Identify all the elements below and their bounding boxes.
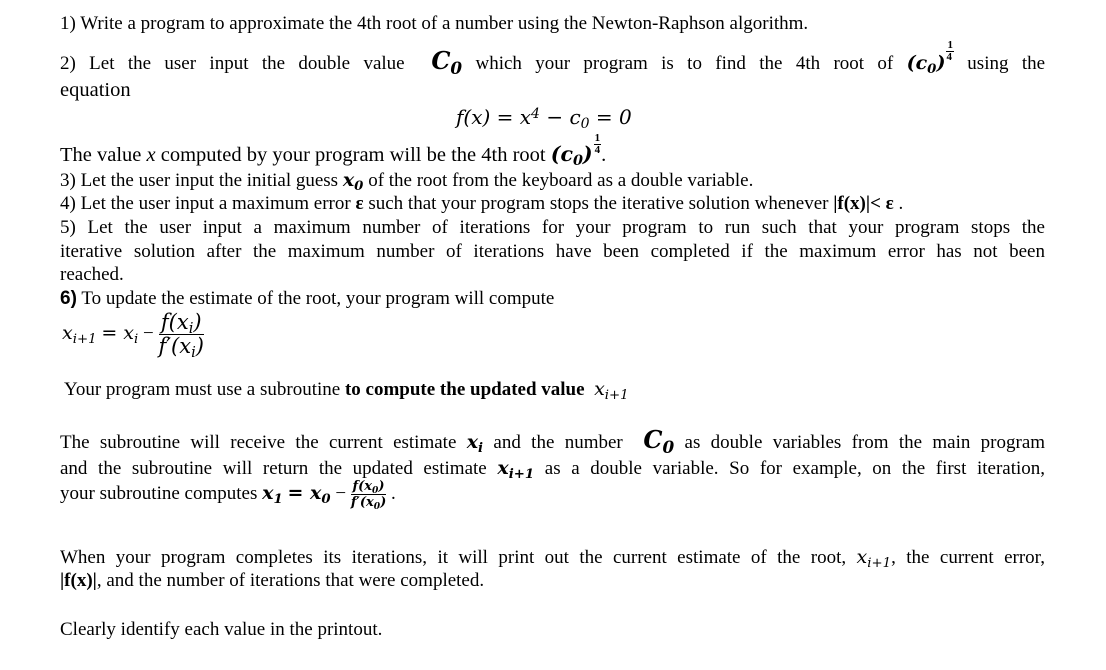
newton-raphson-formula: xi+1 = xi − $\frac{f(xi)}{f'(xi)}$ (62, 310, 204, 362)
first-iteration-fraction: $\frac{f(x0)}{f'(x0)}$ (350, 479, 387, 512)
item-2-text-after: using the (967, 53, 1046, 74)
item-2-line-2: equation (60, 79, 131, 101)
subroutine-line: Your program must use a subroutine to compute the updated value xi+1 (64, 378, 629, 403)
one-quarter-exponent: $\frac{1}{4}$ (594, 132, 601, 156)
c0-variable: C0 (431, 46, 463, 78)
item-5-line-1: 5) Let the user input a maximum number of iterations for your program to run such that your program stops the (60, 217, 1045, 238)
c0-power-expression: (c0) (906, 52, 946, 77)
value-line: The value x computed by your program will be the 4th root (c0) $\frac{1}{4}$ . (60, 132, 607, 170)
para-1-line-1: The subroutine will receive the current estimate xi and the number C0 as double variables from the main program (60, 425, 1046, 457)
item-5-line-2: iterative solution after the maximum number of iterations have been completed if the maximum error has not been (60, 241, 1045, 262)
item-6: 6) To update the estimate of the root, your program will compute (60, 288, 555, 309)
final-instruction: Clearly identify each value in the printout. (60, 619, 383, 640)
para-2-line-2: |f(x)|, and the number of iterations that were completed. (60, 570, 485, 591)
para-1-line-2: and the subroutine will return the updated estimate xi+1 as a double variable. So for example, on the first iteration, (60, 457, 1046, 482)
item-4: 4) Let the user input a maximum error ε such that your program stops the iterative solution whenever |f(x)|< ε . (60, 193, 904, 214)
item-3: 3) Let the user input the initial guess x0 of the root from the keyboard as a double variable. (60, 169, 754, 194)
para-1-line-3: your subroutine computes x1 = x0 − $\frac{f(x0)}{f'(x0)}$ . (60, 479, 396, 512)
para-2-line-1: When your program completes its iterations, it will print out the current estimate of the root, xi+1, the current error, (60, 546, 1045, 571)
equation: $f(x) = x^4 - c0 = 0$ (456, 105, 632, 132)
item-5-line-3: reached. (60, 264, 124, 285)
item-2-text-before: 2) Let the user input the double value (60, 53, 405, 74)
one-quarter-exponent: $\frac{1}{4}$ (946, 39, 953, 63)
derivative-fraction: $\frac{f(xi)}{f'(xi)}$ (158, 310, 204, 362)
item-2-line-1 (60, 39, 1046, 78)
item-2-text-middle: which your program is to find the 4th root of (475, 53, 894, 74)
item-1: 1) Write a program to approximate the 4th root of a number using the Newton-Raphson algorithm. (60, 13, 809, 34)
